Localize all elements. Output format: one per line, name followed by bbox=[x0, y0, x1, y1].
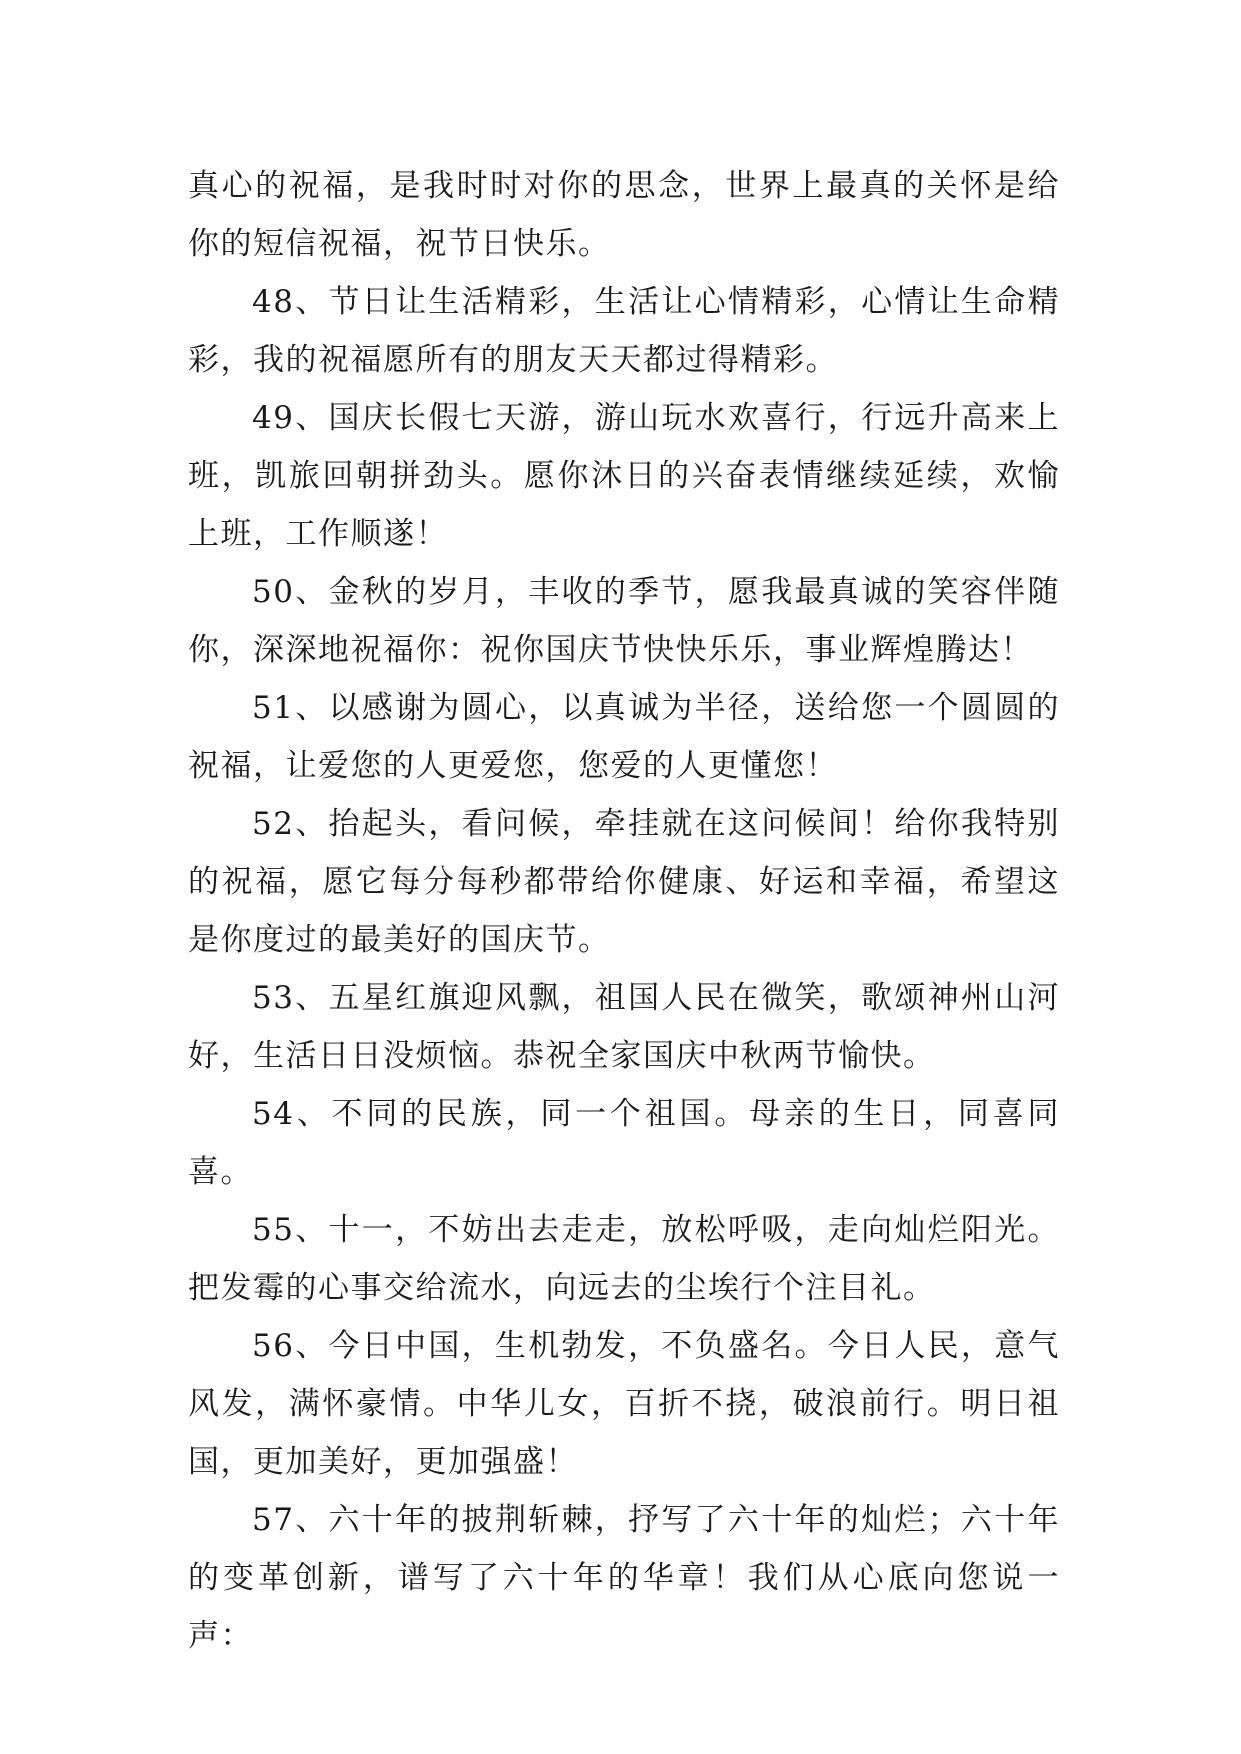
paragraph-49: 49、国庆长假七天游，游山玩水欢喜行，行远升高来上班，凯旅回朝拼劲头。愿你沐日的兴奋表情继续延续，欢愉上班，工作顺遂！ bbox=[188, 400, 1060, 552]
paragraph-57: 57、六十年的披荆斩棘，抒写了六十年的灿烂；六十年的变革创新，谱写了六十年的华章！我们从心底向您说一声： bbox=[188, 1502, 1060, 1654]
paragraph-55: 55、十一，不妨出去走走，放松呼吸，走向灿烂阳光。把发霉的心事交给流水，向远去的尘埃行个注目礼。 bbox=[188, 1212, 1060, 1306]
document-body bbox=[188, 157, 1060, 1665]
paragraph-continuation: 真心的祝福，是我时时对你的思念，世界上最真的关怀是给你的短信祝福，祝节日快乐。 bbox=[188, 168, 1060, 262]
paragraph-53: 53、五星红旗迎风飘，祖国人民在微笑，歌颂神州山河好，生活日日没烦恼。恭祝全家国庆中秋两节愉快。 bbox=[188, 980, 1060, 1074]
paragraph-50: 50、金秋的岁月，丰收的季节，愿我最真诚的笑容伴随你，深深地祝福你：祝你国庆节快快乐乐，事业辉煌腾达！ bbox=[188, 574, 1060, 668]
paragraph-52: 52、抬起头，看问候，牵挂就在这问候间！给你我特别的祝福，愿它每分每秒都带给你健康、好运和幸福，希望这是你度过的最美好的国庆节。 bbox=[188, 806, 1060, 958]
paragraph-54: 54、不同的民族，同一个祖国。母亲的生日，同喜同喜。 bbox=[188, 1096, 1060, 1190]
paragraph-51: 51、以感谢为圆心，以真诚为半径，送给您一个圆圆的祝福，让爱您的人更爱您，您爱的人更懂您！ bbox=[188, 690, 1060, 784]
paragraph-56: 56、今日中国，生机勃发，不负盛名。今日人民，意气风发，满怀豪情。中华儿女，百折不挠，破浪前行。明日祖国，更加美好，更加强盛！ bbox=[188, 1328, 1060, 1480]
paragraph-48: 48、节日让生活精彩，生活让心情精彩，心情让生命精彩，我的祝福愿所有的朋友天天都过得精彩。 bbox=[188, 284, 1060, 378]
